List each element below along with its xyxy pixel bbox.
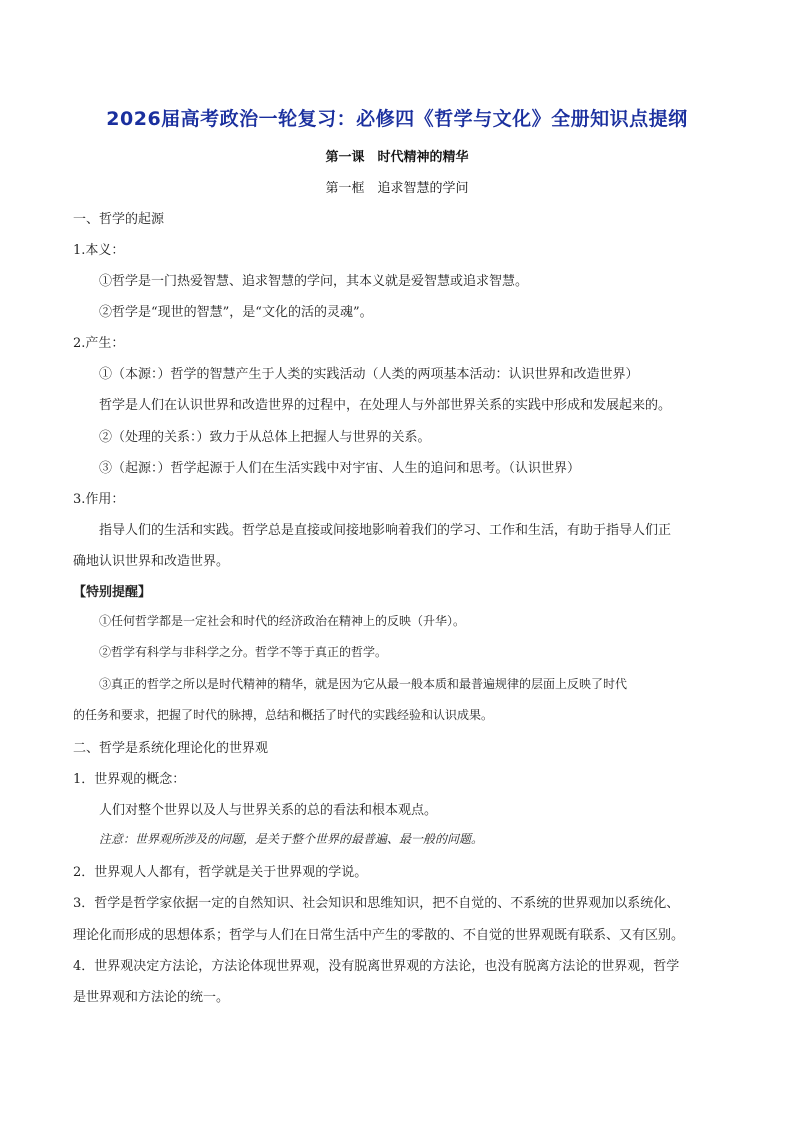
point-text: 指导人们的生活和实践。哲学总是直接或间接地影响着我们的学习、工作和生活，有助于指导人们正 xyxy=(99,523,672,538)
tip-text: 的任务和要求，把握了时代的脉搏，总结和概括了时代的实践经验和认识成果。 xyxy=(73,708,494,722)
point-text: ①（本源：）哲学的智慧产生于人类的实践活动（人类的两项基本活动：认识世界和改造世界） xyxy=(99,367,639,382)
point-text: 2．世界观人人都有，哲学就是关于世界观的学说。 xyxy=(73,865,368,880)
point-text: ③（起源：）哲学起源于人们在生活实践中对宇宙、人生的追问和思考。（认识世界） xyxy=(99,461,581,476)
point-text: 确地认识世界和改造世界。 xyxy=(73,554,230,569)
tip-text: ③真正的哲学之所以是时代精神的精华，就是因为它从最一般本质和最普遍规律的层面上反映了时代 xyxy=(99,677,628,691)
point-text: 3．哲学是哲学家依据一定的自然知识、社会知识和思维知识，把不自觉的、不系统的世界观加以系统化、 xyxy=(73,896,680,911)
lesson-title: 第一课 时代精神的精华 xyxy=(325,150,469,165)
note-text: 注意：世界观所涉及的问题，是关于整个世界的最普遍、最一般的问题。 xyxy=(99,832,484,846)
point-text: 是世界观和方法论的统一。 xyxy=(73,990,230,1005)
special-tip-label: 【特别提醒】 xyxy=(73,585,152,600)
point-label-function: 3.作用： xyxy=(73,492,125,507)
point-text: 理论化而形成的思想体系；哲学与人们在日常生活中产生的零散的、不自觉的世界观既有联系、又有区别。 xyxy=(73,928,685,943)
point-text: ②哲学是“现世的智慧”，是“文化的活的灵魂”。 xyxy=(99,305,373,320)
document-title: 2026届高考政治一轮复习：必修四《哲学与文化》全册知识点提纲 xyxy=(106,108,688,130)
frame-title: 第一框 追求智慧的学问 xyxy=(325,181,469,196)
point-text: ①哲学是一门热爱智慧、追求智慧的学问，其本义就是爱智慧或追求智慧。 xyxy=(99,274,529,289)
point-text: ②（处理的关系：）致力于从总体上把握人与世界的关系。 xyxy=(99,430,431,445)
tip-text: ①任何哲学都是一定社会和时代的经济政治在精神上的反映（升华）。 xyxy=(99,614,466,628)
point-label-origin: 2.产生： xyxy=(73,336,125,351)
point-label-meaning: 1.本义： xyxy=(73,243,125,258)
point-text: 4．世界观决定方法论，方法论体现世界观，没有脱离世界观的方法论，也没有脱离方法论的世界观，哲学 xyxy=(73,959,680,974)
point-text: 哲学是人们在认识世界和改造世界的过程中，在处理人与外部世界关系的实践中形成和发展起来的。 xyxy=(99,398,672,413)
section-heading-worldview: 二、哲学是系统化理论化的世界观 xyxy=(73,741,269,756)
tip-text: ②哲学有科学与非科学之分。哲学不等于真正的哲学。 xyxy=(99,645,388,659)
point-text: 人们对整个世界以及人与世界关系的总的看法和根本观点。 xyxy=(99,803,438,818)
point-label-concept: 1．世界观的概念： xyxy=(73,772,186,787)
section-heading-origin: 一、哲学的起源 xyxy=(73,212,165,227)
